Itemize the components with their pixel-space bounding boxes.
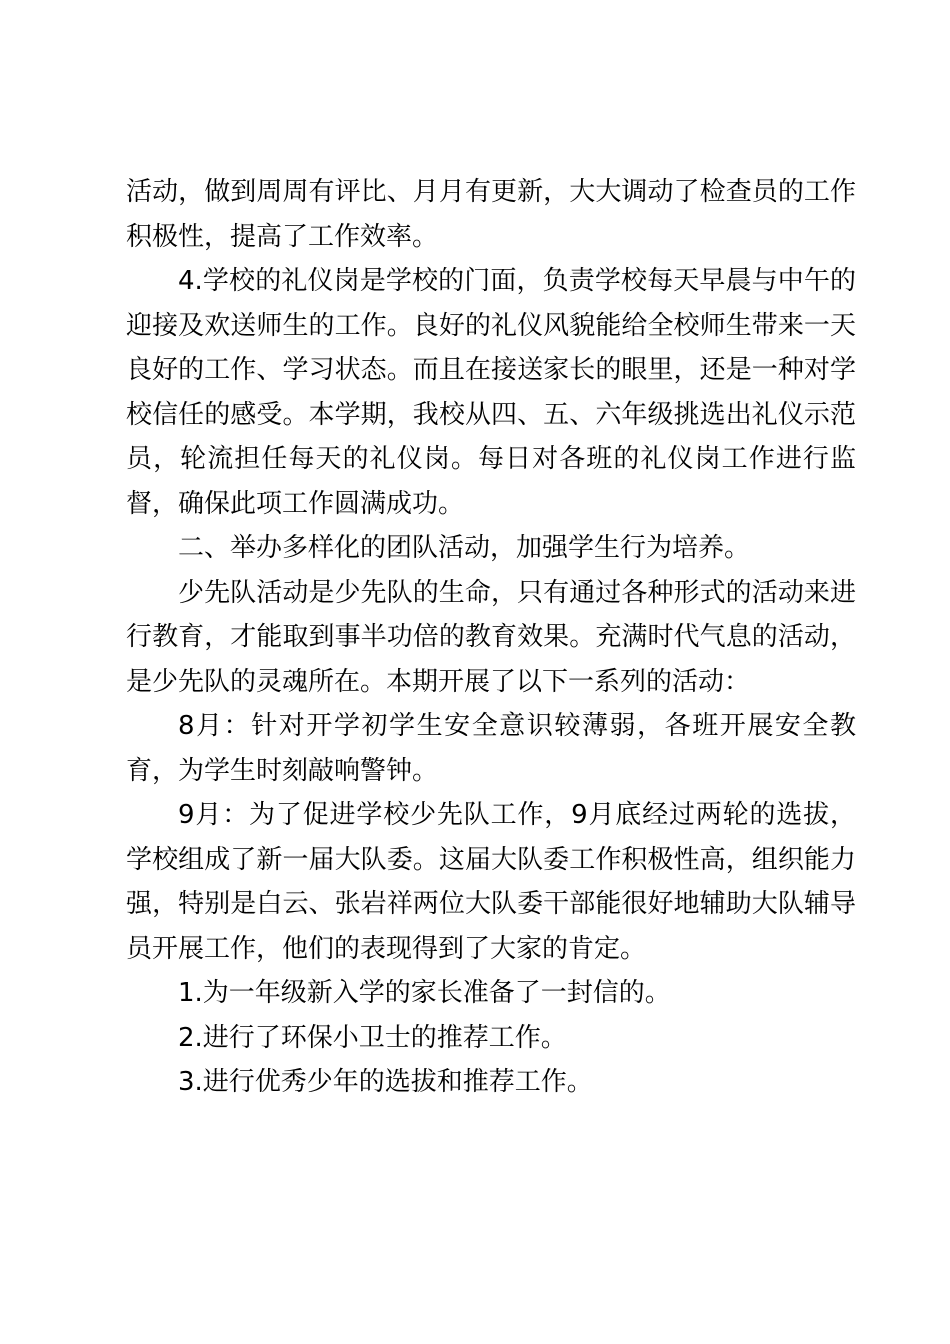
paragraph-etiquette-post: 4.学校的礼仪岗是学校的门面，负责学校每天早晨与中午的迎接及欢送师生的工作。良好的礼仪风貌能给全校师生带来一天良好的工作、学习状态。而且在接送家长的眼里，还是一种对学校信任的感受。本学期，我校从四、五、六年级挑选出礼仪示范员，轮流担任每天的礼仪岗。每日对各班的礼仪岗工作进行监督，确保此项工作圆满成功。 [126, 266, 856, 519]
paragraph-young-pioneers: 少先队活动是少先队的生命，只有通过各种形式的活动来进行教育，才能取到事半功倍的教育效果。充满时代气息的活动，是少先队的灵魂所在。本期开展了以下一系列的活动： [126, 577, 856, 697]
list-item-2: 2.进行了环保小卫士的推荐工作。 [178, 1022, 567, 1053]
paragraph-continuation: 活动，做到周周有评比、月月有更新，大大调动了检查员的工作积极性，提高了工作效率。 [126, 177, 856, 252]
section-heading-activities: 二、举办多样化的团队活动，加强学生行为培养。 [178, 533, 751, 563]
paragraph-september: 9月：为了促进学校少先队工作，9月底经过两轮的选拔，学校组成了新一届大队委。这届大队委工作积极性高，组织能力强，特别是白云、张岩祥两位大队委干部能很好地辅助大队辅导员开展工作，他们的表现得到了大家的肯定。 [126, 800, 856, 964]
list-item-1: 1.为一年级新入学的家长准备了一封信的。 [178, 978, 671, 1008]
document-page [126, 170, 856, 1105]
paragraph-august: 8月：针对开学初学生安全意识较薄弱，各班开展安全教育，为学生时刻敲响警钟。 [126, 711, 856, 786]
list-item-3: 3.进行优秀少年的选拔和推荐工作。 [178, 1067, 593, 1097]
